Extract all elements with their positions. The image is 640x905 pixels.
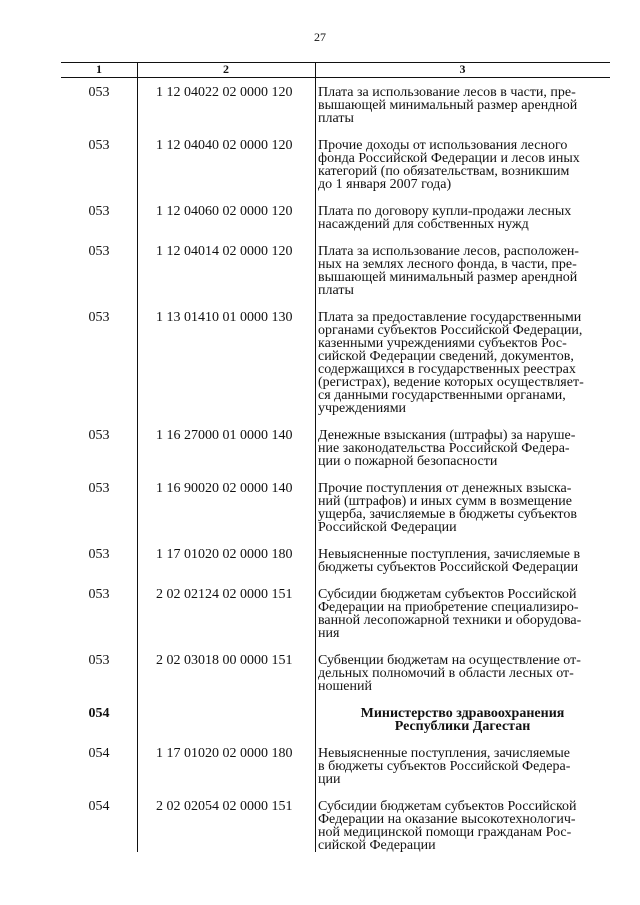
table-header [61, 62, 610, 78]
revenue-description [315, 800, 610, 852]
budget-classification-code: 2 02 02124 02 0000 151 [156, 587, 293, 602]
agency-code: 054 [88, 799, 110, 814]
table-row [61, 588, 610, 640]
budget-classification-code: 1 16 27000 01 0000 140 [156, 428, 293, 443]
description-line: Республики Дагестан [394, 719, 531, 734]
agency-code: 053 [88, 138, 110, 153]
budget-classification-code: 1 17 01020 02 0000 180 [156, 547, 293, 562]
description-line: ных на землях лесного фонда, в части, пре- [318, 257, 577, 272]
revenue-description [315, 654, 610, 693]
table-row [61, 311, 610, 415]
description-line: ции [318, 772, 341, 787]
description-line: категорий (по обязательствам, возникшим [318, 164, 570, 179]
description-line: Прочие доходы от использования лесного [318, 138, 568, 153]
description-line: Министерство здравоохранения [360, 706, 565, 721]
budget-classification-code: 1 16 90020 02 0000 140 [156, 481, 293, 496]
description-line: Плата по договору купли-продажи лесных [318, 204, 572, 219]
description-line: платы [318, 283, 354, 298]
description-line: Плата за использование лесов, расположен- [318, 244, 579, 259]
description-line: Российской Федерации [318, 520, 457, 535]
table-body [61, 86, 610, 852]
description-line: платы [318, 111, 354, 126]
revenue-description [315, 205, 610, 231]
table-row [61, 482, 610, 534]
revenue-description [315, 482, 610, 534]
description-line: Федерации на приобретение специализиро- [318, 600, 579, 615]
description-line: ний (штрафов) и иных сумм в возмещение [318, 494, 572, 509]
budget-classification-code: 1 13 01410 01 0000 130 [156, 310, 293, 325]
page-number: 27 [314, 30, 326, 44]
description-line: органами субъектов Российской Федерации, [318, 323, 583, 338]
revenue-description [315, 139, 610, 191]
description-line: сийской Федерации сведений, документов, [318, 349, 574, 364]
table-row [61, 245, 610, 297]
revenue-description [315, 245, 610, 297]
agency-code: 053 [88, 428, 110, 443]
agency-code: 053 [88, 244, 110, 259]
table-row [61, 747, 610, 786]
description-line: ванной лесопожарной техники и оборудова- [318, 613, 582, 628]
description-line: Плата за использование лесов в части, пре- [318, 85, 576, 100]
agency-code: 053 [88, 204, 110, 219]
description-line: ной медицинской помощи гражданам Рос- [318, 825, 572, 840]
description-line: фонда Российской Федерации и лесов иных [318, 151, 580, 166]
description-line: вышающей минимальный размер арендной [318, 270, 578, 285]
description-line: ношений [318, 679, 372, 694]
budget-classification-code: 1 12 04060 02 0000 120 [156, 204, 293, 219]
table-row [61, 548, 610, 574]
description-line: ции о пожарной безопасности [318, 454, 498, 469]
budget-classification-code: 1 12 04022 02 0000 120 [156, 85, 293, 100]
table-row [61, 654, 610, 693]
agency-code: 053 [88, 547, 110, 562]
description-line: Субсидии бюджетам субъектов Российской [318, 587, 577, 602]
description-line: насаждений для собственных нужд [318, 217, 529, 232]
agency-code: 053 [88, 587, 110, 602]
description-line: Субвенции бюджетам на осуществление от- [318, 653, 581, 668]
description-line: Плата за предоставление государственными [318, 310, 582, 325]
description-line: ся данными государственными органами, [318, 388, 566, 403]
description-line: до 1 января 2007 года) [318, 177, 452, 192]
agency-code: 053 [88, 481, 110, 496]
description-line: сийской Федерации [318, 838, 436, 853]
revenue-description [315, 707, 610, 733]
table-row [61, 429, 610, 468]
budget-classification-code: 2 02 03018 00 0000 151 [156, 653, 293, 668]
budget-classification-code: 2 02 02054 02 0000 151 [156, 799, 293, 814]
description-line: дельных полномочий в области лесных от- [318, 666, 574, 681]
description-line: вышающей минимальный размер арендной [318, 98, 578, 113]
revenue-description [315, 548, 610, 574]
column-header-2: 2 [223, 62, 229, 76]
table-row [61, 707, 610, 733]
description-line: в бюджеты субъектов Российской Федера- [318, 759, 571, 774]
description-line: ние законодательства Российской Федера- [318, 441, 570, 456]
description-line: Невыясненные поступления, зачисляемые [318, 746, 570, 761]
revenue-code-table [61, 62, 610, 852]
description-line: бюджеты субъектов Российской Федерации [318, 560, 579, 575]
description-line: Субсидии бюджетам субъектов Российской [318, 799, 577, 814]
description-line: учреждениями [318, 401, 407, 416]
agency-code: 053 [88, 310, 110, 325]
column-header-3: 3 [459, 62, 466, 76]
description-line: Невыясненные поступления, зачисляемые в [318, 547, 581, 562]
budget-classification-code: 1 12 04040 02 0000 120 [156, 138, 293, 153]
description-line: Федерации на оказание высокотехнологич- [318, 812, 576, 827]
agency-code: 054 [88, 746, 110, 761]
description-line: ущерба, зачисляемые в бюджеты субъектов [318, 507, 577, 522]
table-row [61, 205, 610, 231]
revenue-description [315, 747, 610, 786]
column-header-1: 1 [96, 62, 102, 76]
description-line: Прочие поступления от денежных взыска- [318, 481, 572, 496]
table-row [61, 800, 610, 852]
revenue-description [315, 588, 610, 640]
budget-classification-code: 1 17 01020 02 0000 180 [156, 746, 293, 761]
description-line: содержащихся в государственных реестрах [318, 362, 576, 377]
agency-code: 053 [88, 653, 110, 668]
revenue-description [315, 311, 610, 415]
agency-code: 054 [88, 706, 110, 721]
description-line: казенными учреждениями субъектов Рос- [318, 336, 567, 351]
budget-classification-code: 1 12 04014 02 0000 120 [156, 244, 293, 259]
agency-code: 053 [88, 85, 110, 100]
description-line: Денежные взыскания (штрафы) за наруше- [318, 428, 576, 443]
revenue-description [315, 429, 610, 468]
table-row [61, 86, 610, 125]
table-row [61, 139, 610, 191]
budget-classification-code [137, 707, 315, 733]
revenue-description [315, 86, 610, 125]
description-line: ния [318, 626, 340, 641]
description-line: (регистрах), ведение которых осуществляет- [318, 375, 584, 390]
